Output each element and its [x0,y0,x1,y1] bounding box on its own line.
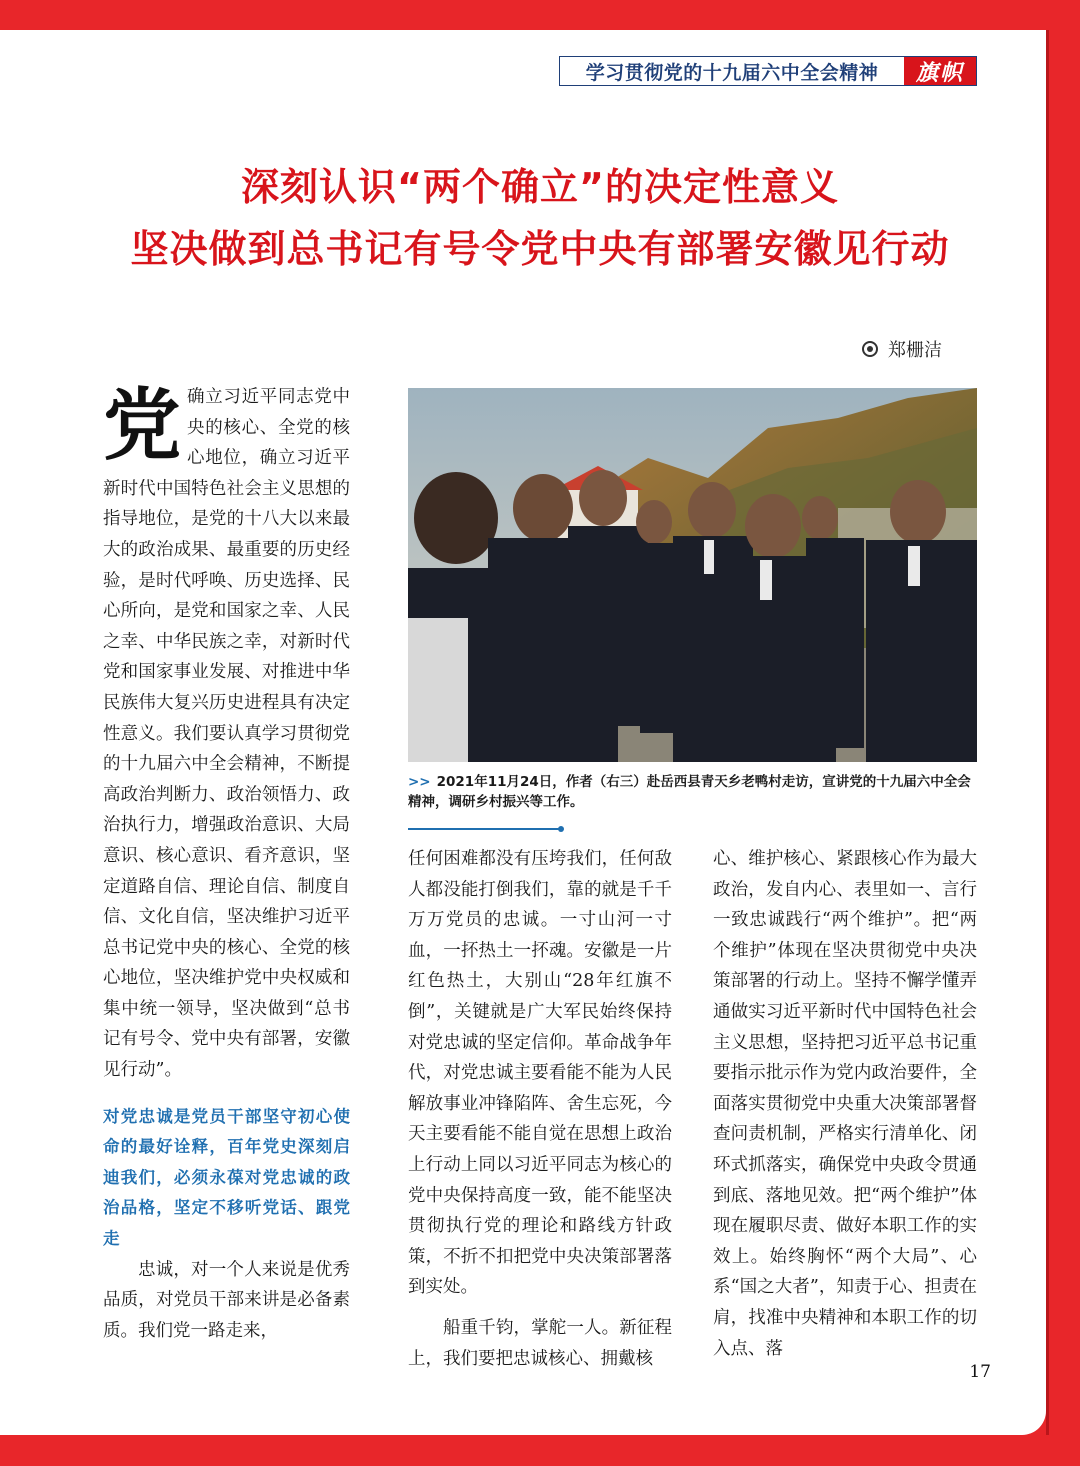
page-number: 17 [969,1362,991,1382]
lead-paragraph-text: 确立习近平同志党中央的核心、全党的核心地位，确立习近平新时代中国特色社会主义思想的指导地位，是党的十八大以来最大的政治成果、最重要的历史经验，是时代呼唤、历史选择、民心所向，是党和国家之幸、人民之幸、中华民族之幸，对新时代党和国家事业发展、对推进中华民族伟大复兴历史进程具有决定性意义。我们要认真学习贯彻党的十九届六中全会精神，不断提高政治判断力、政治领悟力、政治执行力，增强政治意识、大局意识、核心意识、看齐意识，坚定道路自信、理论自信、制度自信、文化自信，坚决维护习近平总书记党中央的核心、全党的核心地位，坚决维护党中央权威和集中统一领导，坚决做到“总书记有号令、党中央有部署，安徽见行动”。 [103,387,350,1081]
column-3 [713,844,977,1364]
section-title: 学习贯彻党的十九届六中全会精神 [585,61,879,84]
photo-illustration [408,388,977,762]
byline [862,336,942,362]
column-1 [103,382,350,1346]
magazine-page [0,30,1046,1435]
column-2 [408,844,672,1374]
photo-caption [408,772,977,812]
article-title-line1: 深刻认识“两个确立”的决定性意义 [241,165,839,209]
magazine-logo: 旗帜 [904,57,976,85]
caption-divider [408,828,560,830]
body-paragraph: 忠诚，对一个人来说是优秀品质，对党员干部来讲是必备素质。我们党一路走来， [103,1259,350,1341]
caption-marker: >> [408,774,431,790]
lead-paragraph [103,382,350,1086]
body-paragraph: 心、维护核心、紧跟核心作为最大政治，发自内心、表里如一、言行一致忠诚践行“两个维护”。把“两个维护”体现在坚决贯彻党中央决策部署的行动上。坚持不懈学懂弄通做实习近平新时代中国特色社会主义思想，坚持把习近平总书记重要指示批示作为党内政治要件，全面落实贯彻党中央重大决策部署督查问责机制，严格实行清单化、闭环式抓落实，确保党中央政令贯通到底、落地见效。把“两个维护”体现在履职尽责、做好本职工作的实效上。始终胸怀“两个大局”、心系“国之大者”，知责于心、担责在肩，找准中央精神和本职工作的切入点、落 [713,849,977,1359]
caption-text: 2021年11月24日，作者（右三）赴岳西县青天乡老鸭村走访，宣讲党的十九届六中全会精神，调研乡村振兴等工作。 [408,774,971,810]
body-paragraph: 船重千钧，掌舵一人。新征程上，我们要把忠诚核心、拥戴核 [408,1317,672,1369]
dropcap: 党 [103,380,182,471]
running-header [559,56,977,86]
byline-author: 郑栅洁 [888,340,942,361]
body-paragraph: 任何困难都没有压垮我们，任何敌人都没能打倒我们，靠的就是千千万万党员的忠诚。一寸山河一寸血，一抔热土一抔魂。安徽是一片红色热土，大别山“28年红旗不倒”，关键就是广大军民始终保持对党忠诚的坚定信仰。革命战争年代，对党忠诚主要看能不能为人民解放事业冲锋陷阵、舍生忘死，今天主要看能不能自觉在思想上政治上行动上同以习近平同志为核心的党中央保持高度一致，能不能坚决贯彻执行党的理论和路线方针政策，不折不扣把党中央决策部署落到实处。 [408,849,672,1298]
article-title-line2: 坚决做到总书记有号令党中央有部署安徽见行动 [130,227,950,271]
bullseye-icon [862,341,878,357]
article-photo [408,388,977,762]
section-subhead: 对党忠诚是党员干部坚守初心使命的最好诠释，百年党史深刻启迪我们，必须永葆对党忠诚的政治品格，坚定不移听党话、跟党走 [103,1106,350,1249]
